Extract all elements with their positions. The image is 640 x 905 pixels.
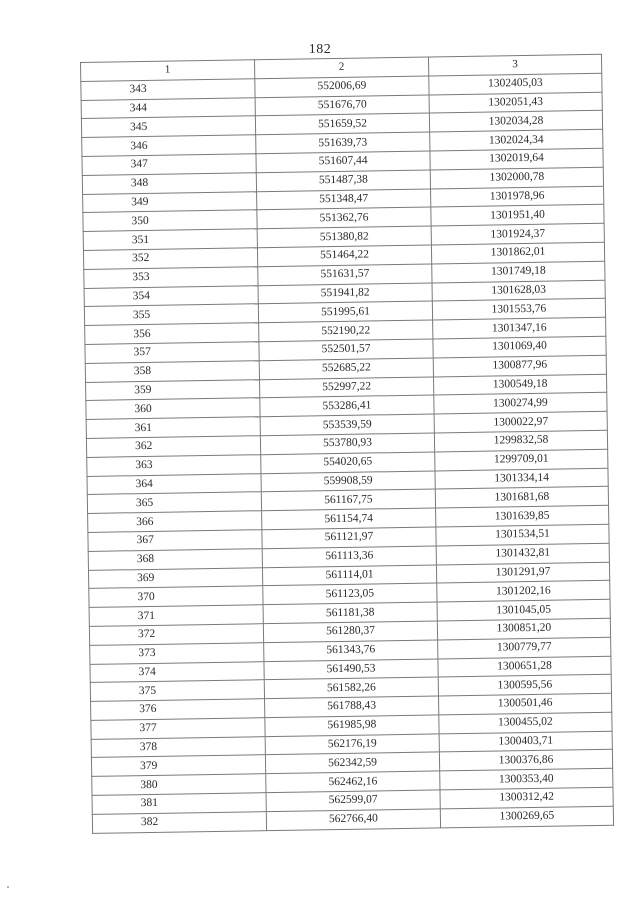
y-coordinate-cell: 1302000,78: [430, 167, 603, 189]
y-coordinate-cell: 1301553,76: [432, 299, 605, 321]
scan-speck: [7, 886, 9, 888]
x-coordinate-cell: 551631,57: [258, 264, 432, 286]
point-number-cell: 347: [82, 154, 256, 176]
point-number-cell: 360: [86, 398, 260, 420]
x-coordinate-cell: 551941,82: [258, 283, 432, 305]
x-coordinate-cell: 553780,93: [260, 433, 434, 455]
x-coordinate-cell: 551676,70: [255, 95, 429, 117]
x-coordinate-cell: 561154,74: [262, 508, 436, 530]
y-coordinate-cell: 1301069,40: [433, 336, 606, 358]
point-number-cell: 368: [88, 548, 262, 570]
x-coordinate-cell: 551380,82: [257, 226, 431, 248]
x-coordinate-cell: 553286,41: [260, 395, 434, 417]
x-coordinate-cell: 562599,07: [266, 790, 440, 812]
y-coordinate-cell: 1299832,58: [434, 430, 607, 452]
x-coordinate-cell: 553539,59: [260, 414, 434, 436]
y-coordinate-cell: 1300269,65: [440, 806, 613, 828]
y-coordinate-cell: 1300312,42: [440, 787, 613, 809]
y-coordinate-cell: 1300549,18: [433, 374, 606, 396]
point-number-cell: 352: [83, 248, 257, 270]
y-coordinate-cell: 1300877,96: [433, 355, 606, 377]
point-number-cell: 366: [88, 511, 262, 533]
point-number-cell: 363: [87, 454, 261, 476]
y-coordinate-cell: 1302034,28: [429, 111, 602, 133]
y-coordinate-cell: 1300455,02: [439, 712, 612, 734]
point-number-cell: 343: [81, 79, 255, 101]
point-number-cell: 350: [83, 210, 257, 232]
x-coordinate-cell: 561113,36: [262, 546, 436, 568]
y-coordinate-cell: 1302019,64: [430, 148, 603, 170]
y-coordinate-cell: 1300779,77: [438, 637, 611, 659]
point-number-cell: 359: [86, 379, 260, 401]
y-coordinate-cell: 1301534,51: [436, 524, 609, 546]
y-coordinate-cell: 1300851,20: [437, 618, 610, 640]
x-coordinate-cell: 561123,05: [263, 583, 437, 605]
y-coordinate-cell: 1301862,01: [431, 242, 604, 264]
point-number-cell: 365: [87, 492, 261, 514]
point-number-cell: 375: [90, 680, 264, 702]
x-coordinate-cell: 552006,69: [255, 76, 429, 98]
y-coordinate-cell: 1300595,56: [438, 675, 611, 697]
x-coordinate-cell: 561181,38: [263, 602, 437, 624]
x-coordinate-cell: 551659,52: [255, 113, 429, 135]
point-number-cell: 344: [81, 97, 255, 119]
point-number-cell: 353: [84, 266, 258, 288]
point-number-cell: 351: [83, 229, 257, 251]
y-coordinate-cell: 1300651,28: [438, 656, 611, 678]
y-coordinate-cell: 1300376,86: [439, 750, 612, 772]
point-number-cell: 358: [85, 360, 259, 382]
page-number: 182: [308, 42, 332, 57]
x-coordinate-cell: 561985,98: [265, 715, 439, 737]
point-number-cell: 377: [91, 718, 265, 740]
point-number-cell: 362: [86, 436, 260, 458]
x-coordinate-cell: 561788,43: [265, 696, 439, 718]
point-number-cell: 361: [86, 417, 260, 439]
coordinates-table: [80, 54, 614, 834]
x-coordinate-cell: 561167,75: [261, 489, 435, 511]
x-coordinate-cell: 551607,44: [256, 151, 430, 173]
y-coordinate-cell: 1301628,03: [432, 280, 605, 302]
y-coordinate-cell: 1300501,46: [439, 693, 612, 715]
point-number-cell: 370: [89, 586, 263, 608]
x-coordinate-cell: 551464,22: [257, 245, 431, 267]
point-number-cell: 369: [88, 567, 262, 589]
x-coordinate-cell: 551487,38: [256, 170, 430, 192]
y-coordinate-cell: 1300403,71: [439, 731, 612, 753]
x-coordinate-cell: 562766,40: [266, 809, 440, 831]
x-coordinate-cell: 552501,57: [259, 339, 433, 361]
x-coordinate-cell: 551995,61: [258, 301, 432, 323]
y-coordinate-cell: 1301291,97: [436, 562, 609, 584]
point-number-cell: 381: [92, 793, 266, 815]
point-number-cell: 364: [87, 473, 261, 495]
point-number-cell: 354: [84, 285, 258, 307]
y-coordinate-cell: 1302405,03: [429, 73, 602, 95]
y-coordinate-cell: 1301202,16: [437, 581, 610, 603]
y-coordinate-cell: 1301045,05: [437, 599, 610, 621]
point-number-cell: 356: [85, 323, 259, 345]
y-coordinate-cell: 1300022,97: [434, 411, 607, 433]
x-coordinate-cell: 561114,01: [262, 564, 436, 586]
y-coordinate-cell: 1301639,85: [436, 505, 609, 527]
point-number-cell: 349: [83, 191, 257, 213]
y-coordinate-cell: 1300353,40: [440, 769, 613, 791]
point-number-cell: 345: [81, 116, 255, 138]
point-number-cell: 374: [90, 661, 264, 683]
x-coordinate-cell: 552685,22: [259, 358, 433, 380]
x-coordinate-cell: 554020,65: [261, 452, 435, 474]
point-number-cell: 379: [91, 755, 265, 777]
point-number-cell: 380: [92, 774, 266, 796]
point-number-cell: 382: [92, 812, 266, 834]
header-col-3: 3: [428, 54, 601, 76]
y-coordinate-cell: 1299709,01: [435, 449, 608, 471]
y-coordinate-cell: 1301334,14: [435, 468, 608, 490]
point-number-cell: 355: [84, 304, 258, 326]
x-coordinate-cell: 551362,76: [257, 207, 431, 229]
point-number-cell: 376: [91, 699, 265, 721]
y-coordinate-cell: 1301749,18: [432, 261, 605, 283]
x-coordinate-cell: 562342,59: [265, 752, 439, 774]
y-coordinate-cell: 1301347,16: [433, 317, 606, 339]
y-coordinate-cell: 1301978,96: [431, 186, 604, 208]
y-coordinate-cell: 1301951,40: [431, 205, 604, 227]
point-number-cell: 373: [90, 642, 264, 664]
x-coordinate-cell: 561490,53: [264, 658, 438, 680]
point-number-cell: 357: [85, 342, 259, 364]
x-coordinate-cell: 561343,76: [264, 640, 438, 662]
header-col-1: 1: [81, 60, 255, 82]
table-body: [81, 73, 614, 833]
point-number-cell: 367: [88, 530, 262, 552]
y-coordinate-cell: 1301432,81: [436, 543, 609, 565]
point-number-cell: 346: [82, 135, 256, 157]
y-coordinate-cell: 1302051,43: [429, 92, 602, 114]
point-number-cell: 378: [91, 736, 265, 758]
y-coordinate-cell: 1301681,68: [435, 487, 608, 509]
x-coordinate-cell: 552997,22: [260, 377, 434, 399]
y-coordinate-cell: 1300274,99: [434, 393, 607, 415]
header-col-2: 2: [254, 57, 428, 79]
point-number-cell: 348: [82, 173, 256, 195]
x-coordinate-cell: 561582,26: [264, 677, 438, 699]
y-coordinate-cell: 1302024,34: [430, 129, 603, 151]
x-coordinate-cell: 562462,16: [266, 771, 440, 793]
y-coordinate-cell: 1301924,37: [431, 223, 604, 245]
x-coordinate-cell: 561280,37: [263, 621, 437, 643]
x-coordinate-cell: 551639,73: [256, 132, 430, 154]
point-number-cell: 371: [89, 605, 263, 627]
x-coordinate-cell: 551348,47: [257, 189, 431, 211]
x-coordinate-cell: 552190,22: [259, 320, 433, 342]
x-coordinate-cell: 561121,97: [262, 527, 436, 549]
x-coordinate-cell: 559908,59: [261, 471, 435, 493]
x-coordinate-cell: 562176,19: [265, 734, 439, 756]
coordinates-table-wrapper: [80, 54, 613, 834]
point-number-cell: 372: [89, 624, 263, 646]
